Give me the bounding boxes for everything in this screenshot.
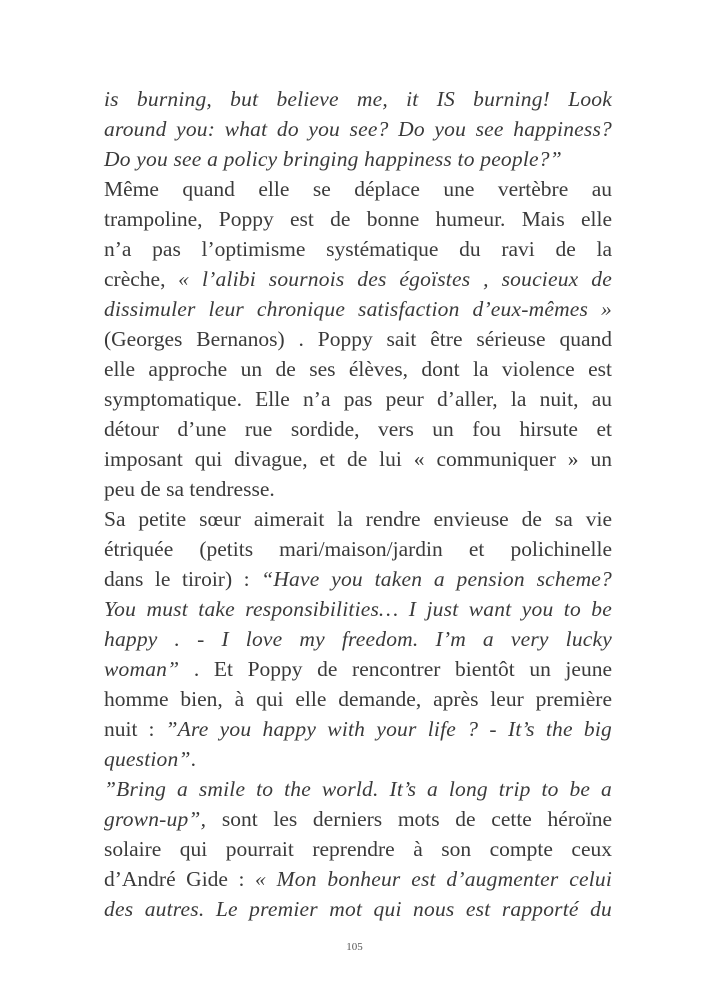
body-text: (Georges Bernanos) . Poppy sait être sérieuse quand (104, 327, 612, 351)
body-text: trampoline, Poppy est de bonne humeur. Mais elle (104, 207, 612, 231)
italic-quote-text: grown-up”, (104, 807, 207, 831)
text-line (104, 684, 612, 714)
text-line (104, 534, 612, 564)
body-text: . Et Poppy de rencontrer bientôt un jeune (179, 657, 612, 681)
text-line (104, 384, 612, 414)
text-line (104, 294, 612, 324)
body-text: Même quand elle se déplace une vertèbre au (104, 177, 612, 201)
italic-quote-text: ”Bring a smile to the world. It’s a long trip to be a (104, 777, 612, 801)
page-body (104, 84, 612, 924)
text-line (104, 744, 612, 774)
body-text: détour d’une rue sordide, vers un fou hirsute et (104, 417, 612, 441)
text-line (104, 114, 612, 144)
text-line (104, 894, 612, 924)
italic-quote-text: around you: what do you see? Do you see happiness? (104, 117, 612, 141)
body-text: Sa petite sœur aimerait la rendre envieuse de sa vie (104, 507, 612, 531)
text-line (104, 264, 612, 294)
text-line (104, 474, 612, 504)
italic-quote-text: Do you see a policy bringing happiness to people?” (104, 147, 562, 171)
text-line (104, 504, 612, 534)
body-text: solaire qui pourrait reprendre à son compte ceux (104, 837, 612, 861)
text-line (104, 234, 612, 264)
text-line (104, 174, 612, 204)
italic-quote-text: You must take responsibilities… I just want you to be (104, 597, 612, 621)
body-text: peu de sa tendresse. (104, 477, 275, 501)
text-line (104, 624, 612, 654)
body-text: . (190, 747, 196, 771)
text-line (104, 714, 612, 744)
body-text: elle approche un de ses élèves, dont la violence est (104, 357, 612, 381)
body-text: imposant qui divague, et de lui « communiquer » un (104, 447, 612, 471)
text-line (104, 774, 612, 804)
text-line (104, 204, 612, 234)
italic-quote-text: « l’alibi sournois des égoïstes , soucieux de (178, 267, 612, 291)
italic-quote-text: des autres. Le premier mot qui nous est rapporté du (104, 897, 612, 921)
italic-quote-text: woman” (104, 657, 180, 681)
text-line (104, 354, 612, 384)
italic-quote-text: dissimuler leur chronique satisfaction d’eux-mêmes » (104, 297, 612, 321)
text-line (104, 414, 612, 444)
text-line (104, 144, 612, 174)
body-text: crèche, (104, 267, 179, 291)
text-line (104, 324, 612, 354)
body-text: étriquée (petits mari/maison/jardin et polichinelle (104, 537, 612, 561)
body-text: sont les derniers mots de cette héroïne (206, 807, 612, 831)
page-number: 105 (346, 941, 363, 953)
body-text: n’a pas l’optimisme systématique du ravi de la (104, 237, 612, 261)
body-text: homme bien, à qui elle demande, après leur première (104, 687, 612, 711)
body-text: d’André Gide : (104, 867, 255, 891)
body-text: symptomatique. Elle n’a pas peur d’aller, la nuit, au (104, 387, 612, 411)
text-line (104, 84, 612, 114)
italic-quote-text: « Mon bonheur est d’augmenter celui (255, 867, 612, 891)
italic-quote-text: is burning, but believe me, it IS burning! Look (104, 87, 612, 111)
italic-quote-text: ”Are you happy with your life ? - It’s the big (165, 717, 613, 741)
body-text: dans le tiroir) : (104, 567, 262, 591)
text-line (104, 564, 612, 594)
text-line (104, 804, 612, 834)
body-text: nuit : (104, 717, 166, 741)
text-line (104, 654, 612, 684)
italic-quote-text: question” (104, 747, 191, 771)
italic-quote-text: “Have you taken a pension scheme? (261, 567, 612, 591)
text-line (104, 594, 612, 624)
italic-quote-text: happy . - I love my freedom. I’m a very lucky (104, 627, 612, 651)
text-line (104, 444, 612, 474)
text-line (104, 834, 612, 864)
text-line (104, 864, 612, 894)
